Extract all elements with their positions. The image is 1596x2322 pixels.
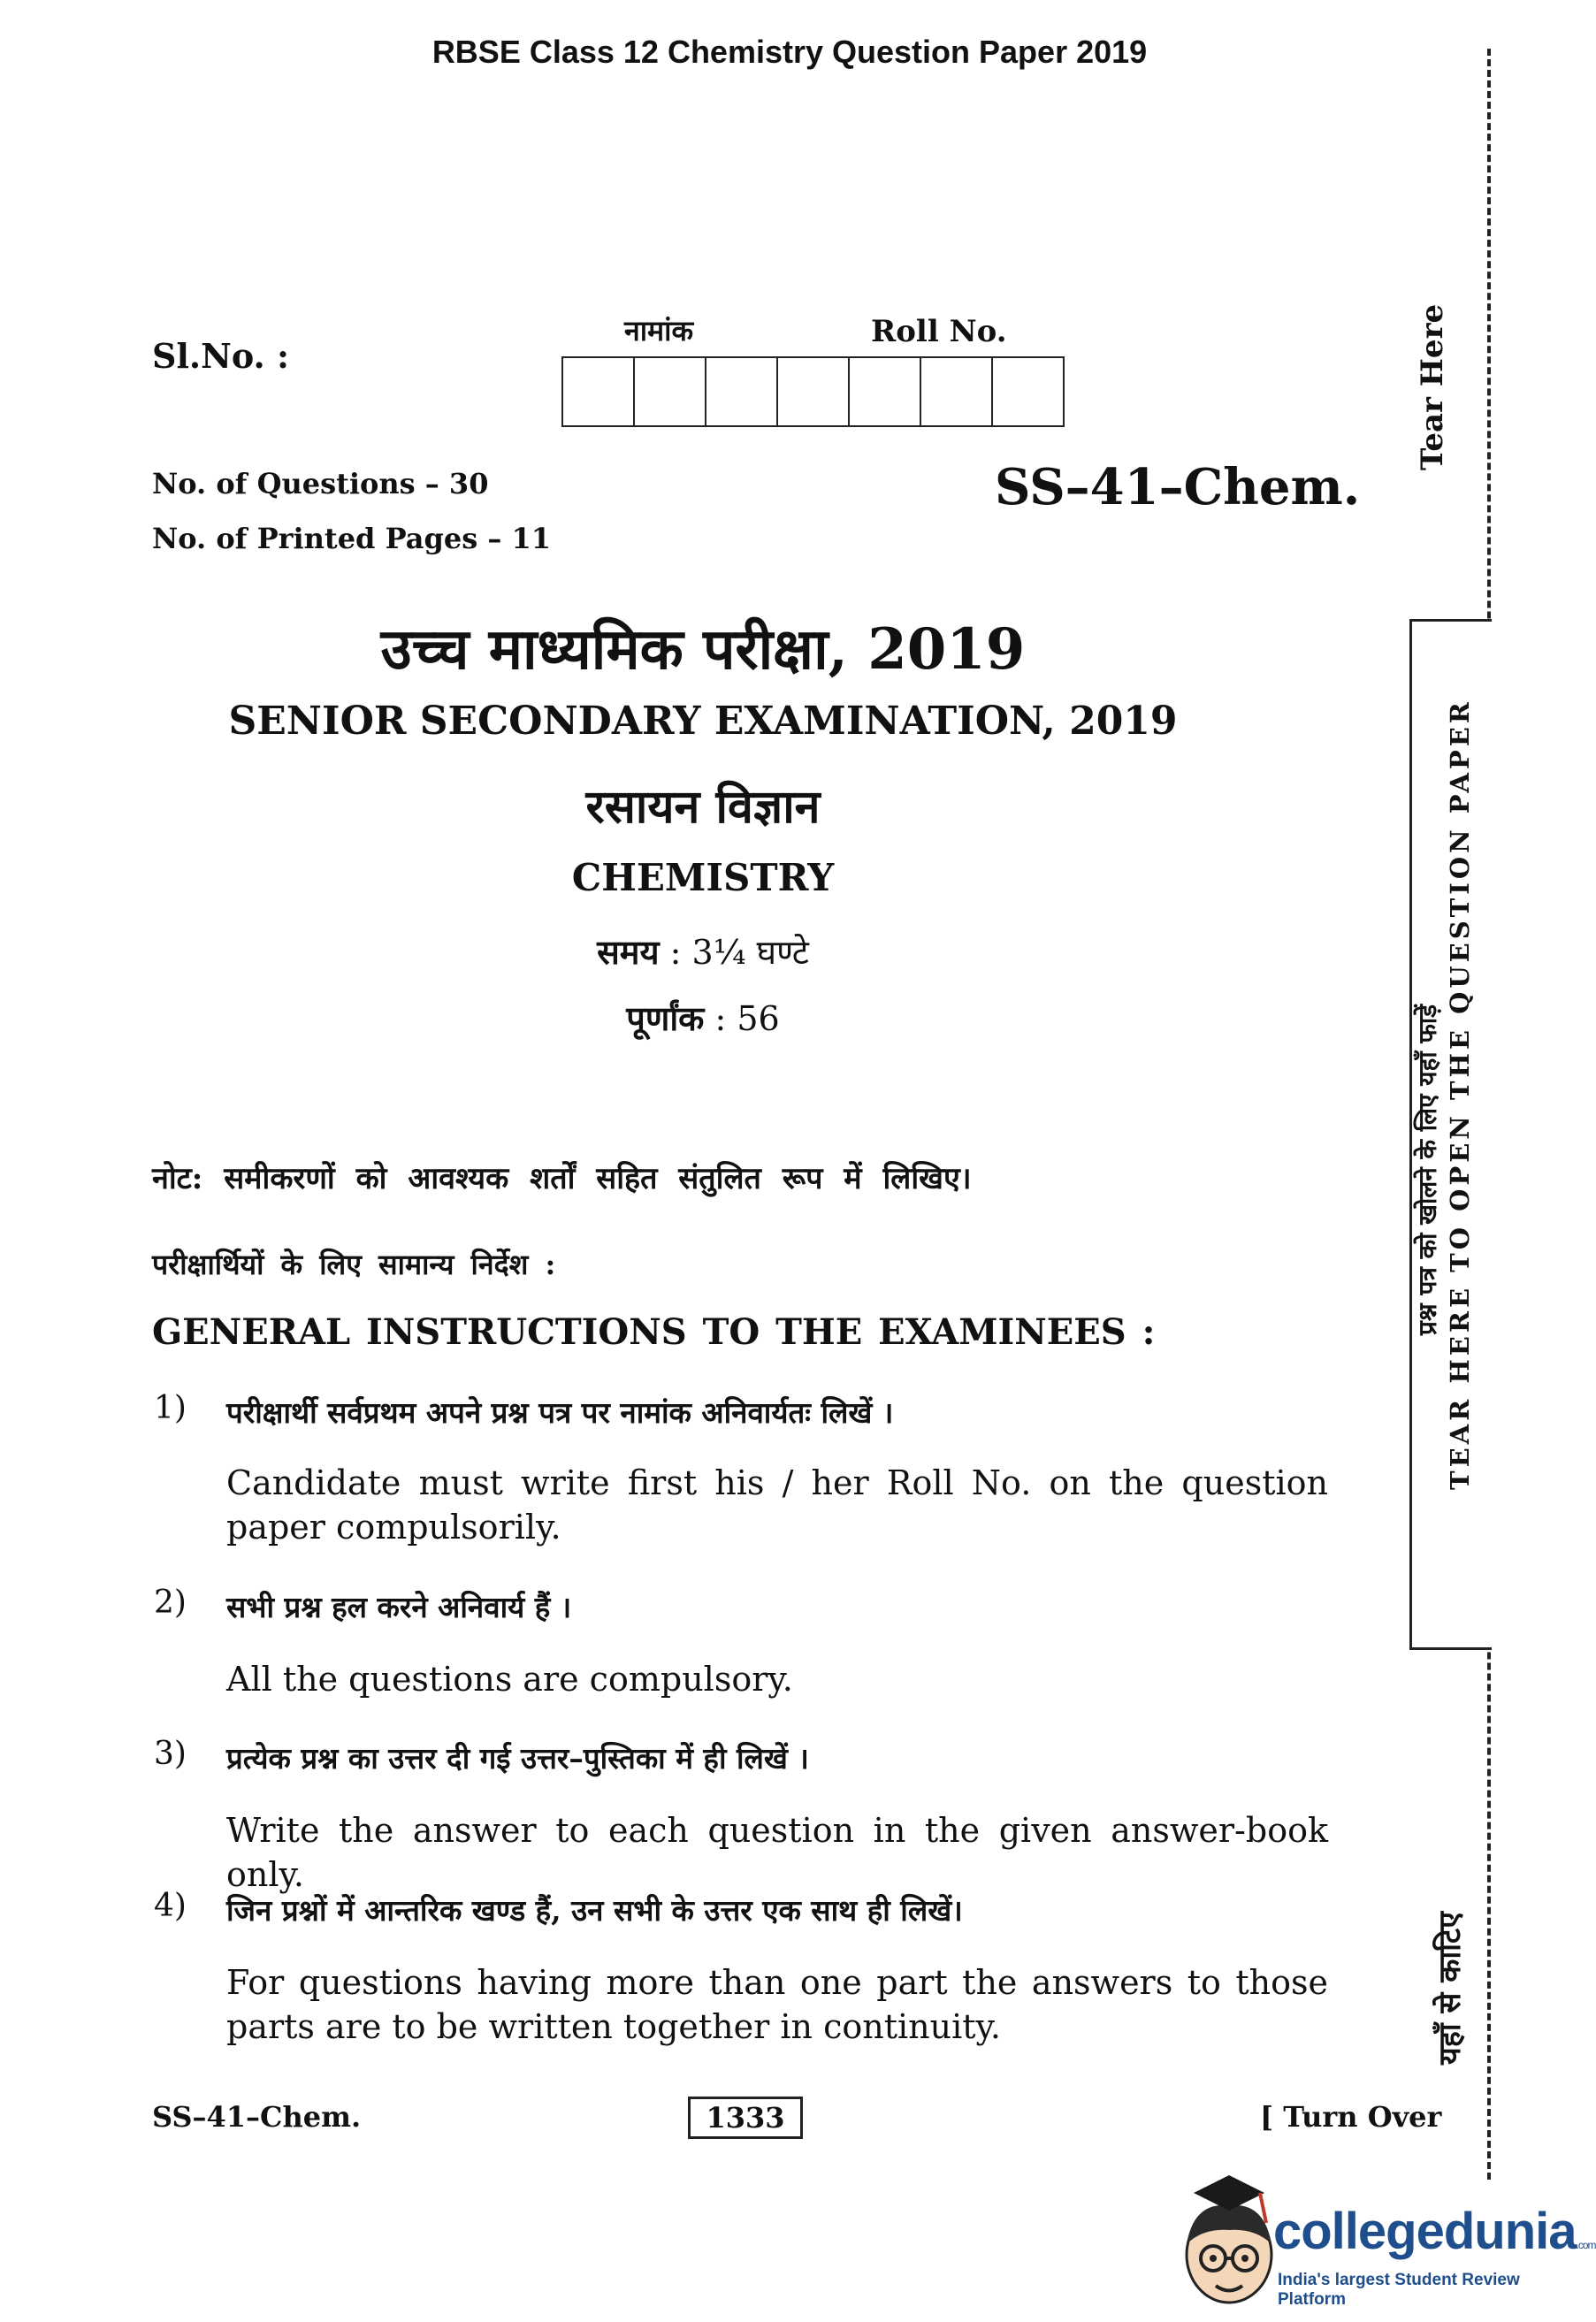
collegedunia-logo — [1167, 2166, 1596, 2312]
instruction-hindi: जिन प्रश्नों में आन्तरिक खण्ड हैं, उन सभी के उत्तर एक साथ ही लिखें। — [226, 1893, 963, 1928]
time-label: समय — [597, 932, 660, 972]
instructions-heading-english: GENERAL INSTRUCTIONS TO THE EXAMINEES : — [152, 1311, 1156, 1353]
instruction-hindi: सभी प्रश्न हल करने अनिवार्य हैं । — [226, 1590, 572, 1624]
instruction-english: All the questions are compulsory. — [226, 1660, 793, 1699]
footer-code: SS–41–Chem. — [152, 2100, 362, 2134]
roll-label-hindi: नामांक — [624, 314, 694, 348]
logo-name: collegedunia — [1273, 2203, 1577, 2260]
roll-number-boxes — [563, 356, 1065, 427]
time-line — [0, 928, 1406, 974]
cut-here-hindi: यहाँ से काटिए — [1432, 1912, 1468, 2065]
paper-code: SS–41–Chem. — [995, 458, 1361, 516]
marks-value: : 56 — [714, 999, 780, 1038]
exam-title-english: SENIOR SECONDARY EXAMINATION, 2019 — [228, 699, 1178, 744]
instruction-number: 4) — [154, 1888, 187, 1924]
subject-english: CHEMISTRY — [571, 856, 835, 899]
time-value: : 3¼ घण्टे — [669, 933, 809, 972]
num-questions: No. of Questions – 30 — [152, 467, 489, 500]
tear-open-hindi: प्रश्न पत्र को खोलने के लिए यहाँ फाड़ें — [1413, 1004, 1442, 1335]
instruction-english: For questions having more than one part the answers to those parts are to be written together in continuity. — [226, 1963, 1328, 2046]
tear-open-english: TEAR HERE TO OPEN THE QUESTION PAPER — [1445, 699, 1475, 1490]
roll-box — [776, 356, 850, 427]
roll-box — [705, 356, 778, 427]
page-header: RBSE Class 12 Chemistry Question Paper 2019 — [431, 34, 1148, 70]
subject-hindi: रसायन विज्ञान — [585, 780, 821, 834]
instructions-heading-hindi: परीक्षार्थियों के लिए सामान्य निर्देश : — [152, 1248, 556, 1281]
tear-here-label: Tear Here — [1415, 303, 1450, 470]
exam-title-hindi: उच्च माध्यमिक परीक्षा, 2019 — [380, 616, 1026, 683]
roll-label-english: Roll No. — [871, 314, 1007, 349]
instruction-hindi: परीक्षार्थी सर्वप्रथम अपने प्रश्न पत्र पर नामांक अनिवार्यतः लिखें । — [226, 1395, 894, 1430]
roll-box — [920, 356, 993, 427]
logo-suffix: .com — [1576, 2239, 1596, 2251]
logo-tagline: India's largest Student Review Platform — [1278, 2271, 1520, 2309]
roll-box — [633, 356, 706, 427]
instruction-number: 2) — [154, 1585, 187, 1621]
marks-label: पूर्णांक — [626, 998, 705, 1038]
sl-no-label: Sl.No. : — [152, 336, 290, 376]
roll-box — [561, 356, 635, 427]
roll-box — [991, 356, 1065, 427]
note: नोट: समीकरणों को आवश्यक शर्तों सहित संतुलित रूप में लिखिए। — [152, 1161, 972, 1196]
instruction-english: Candidate must write first his / her Roll No. on the question paper compulsorily. — [226, 1463, 1328, 1547]
instruction-number: 3) — [154, 1736, 187, 1772]
marks-line — [0, 995, 1406, 1041]
instruction-english: Write the answer to each question in the given answer-book only. — [226, 1811, 1328, 1894]
student-mascot-icon — [1167, 2166, 1291, 2312]
num-pages: No. of Printed Pages – 11 — [152, 522, 552, 555]
instruction-hindi: प्रत्येक प्रश्न का उत्तर दी गई उत्तर–पुस्तिका में ही लिखें । — [226, 1741, 809, 1776]
footer-number-box: 1333 — [688, 2097, 803, 2139]
instruction-number: 1) — [154, 1390, 187, 1426]
roll-box — [848, 356, 921, 427]
footer-turn-over: [ Turn Over — [1260, 2100, 1442, 2134]
